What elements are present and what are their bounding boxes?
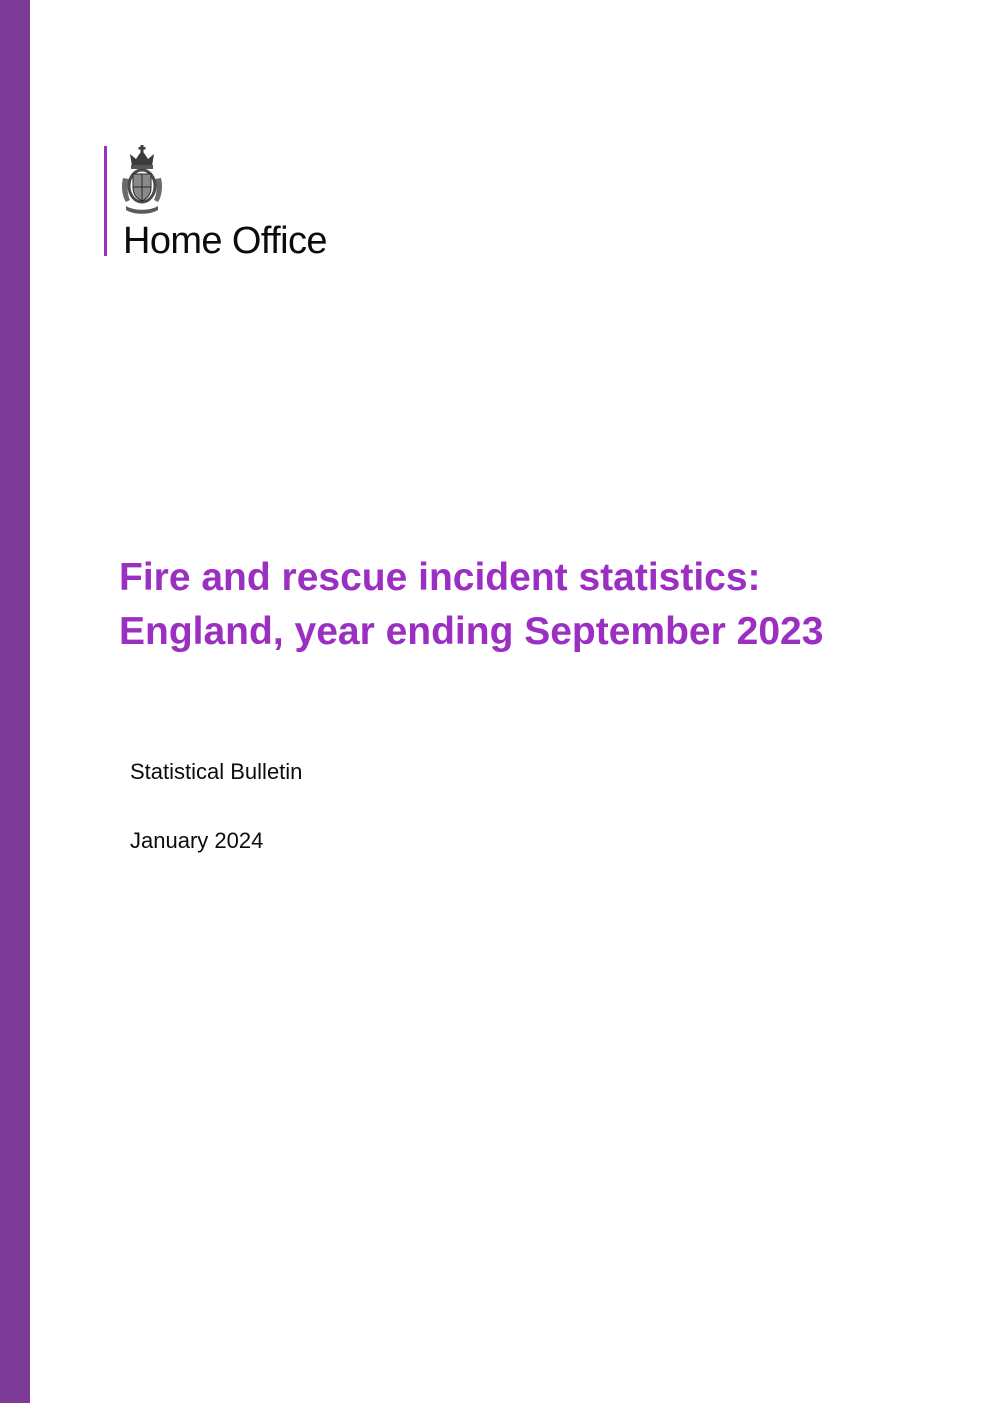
logo-accent-rule [104, 146, 107, 256]
home-office-logo [104, 144, 364, 262]
publication-date: January 2024 [130, 828, 264, 853]
document-title [119, 551, 959, 659]
side-accent-bar [0, 0, 30, 1403]
title-line: Fire and rescue incident statistics: [119, 556, 761, 599]
royal-coat-of-arms-icon [120, 144, 164, 218]
title-line: England, year ending September 2023 [119, 610, 824, 653]
organisation-name: Home Office [123, 220, 327, 262]
document-type: Statistical Bulletin [130, 759, 303, 784]
